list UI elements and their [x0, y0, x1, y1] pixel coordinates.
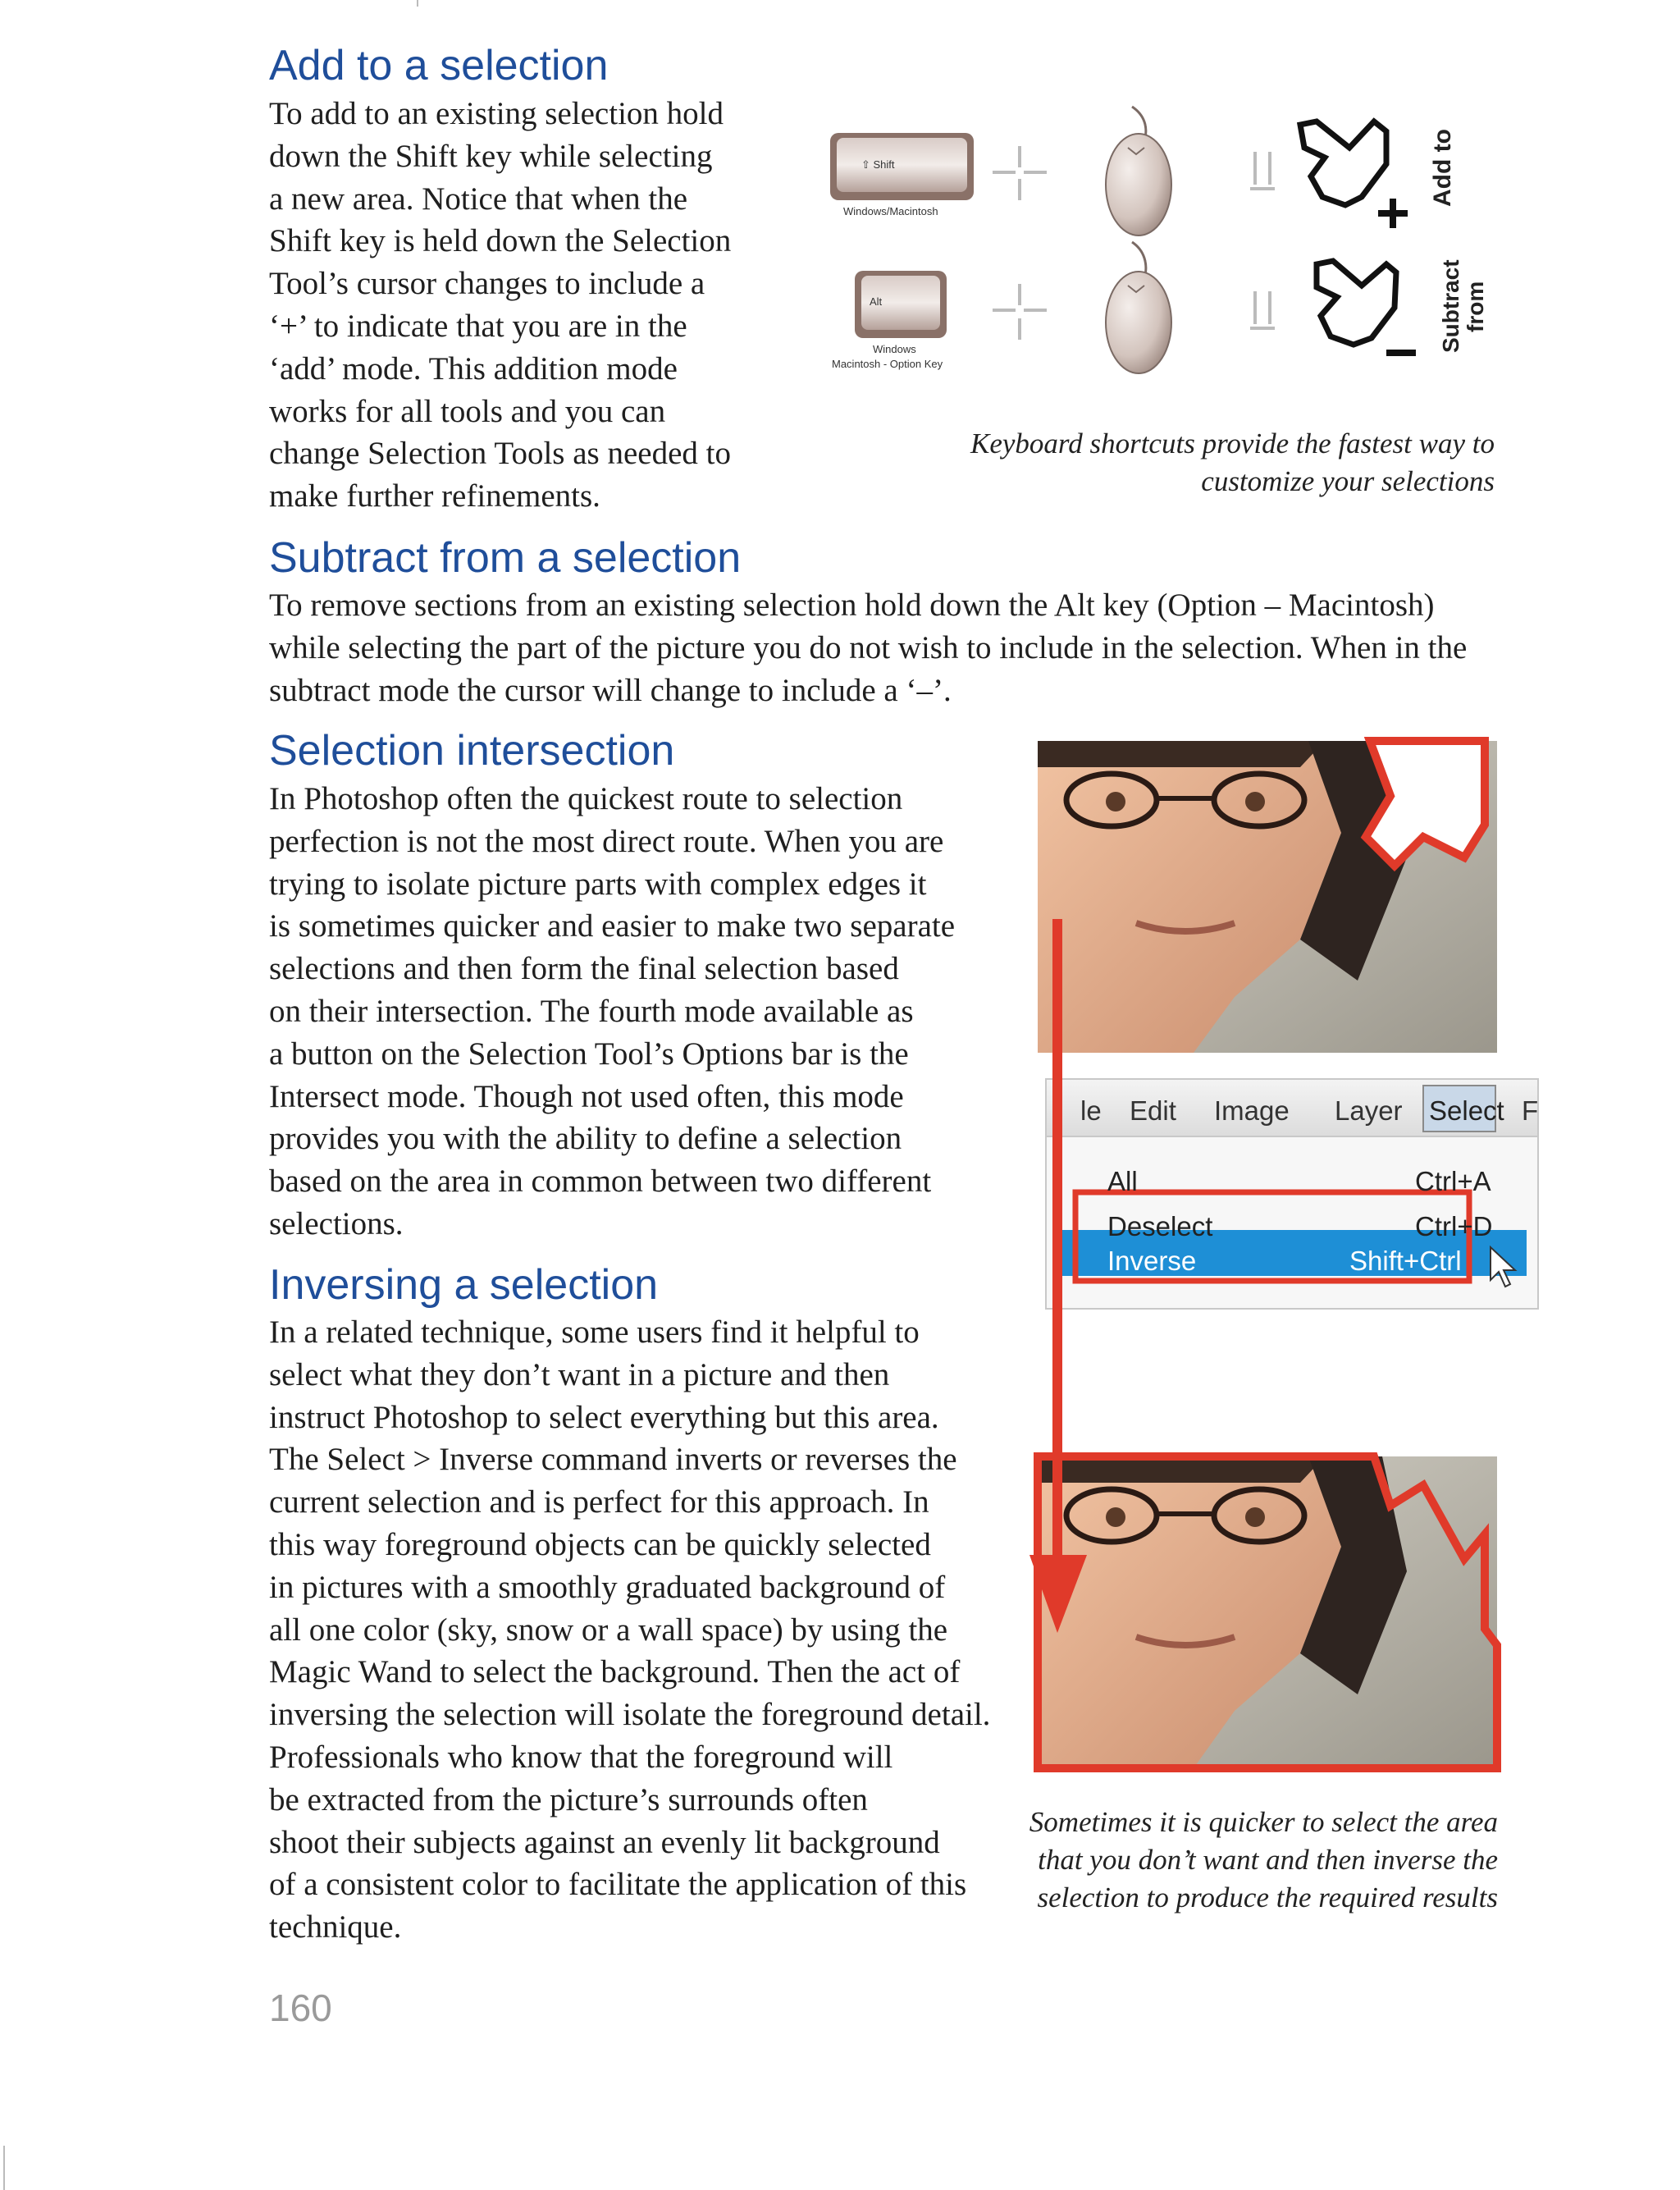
paragraph-selection-intersection: In Photoshop often the quickest route to selection perfection is not the most direct route. When you are trying to isolate picture parts with complex edges it is sometimes quicker and easier to make two separate selections and then form the final selection based on their intersection. The fourth mode available as a button on the Selection Tool’s Options bar is the Intersect mode. Though not used often, this mode provides you with the ability to define a selection based on the area in common between two different selections.	[269, 781, 956, 1241]
menu-file: le	[1080, 1095, 1102, 1126]
menu-image: Image	[1214, 1095, 1290, 1126]
mouse-icon	[1106, 107, 1171, 235]
menu-layer: Layer	[1335, 1095, 1403, 1126]
shortcut-deselect: Ctrl+D	[1415, 1211, 1493, 1241]
paragraph-add-to-selection: To add to an existing selection hold down the Shift key while selecting a new area. Notice that when the Shift key is held down the Selection Tool’s cursor changes to include a ‘+’ to indicate that you are in the ‘add’ mode. This addition mode works for all tools and you can change Selection Tools as needed to make further refinements.	[269, 96, 732, 514]
menu-edit: Edit	[1130, 1095, 1176, 1126]
heading-selection-intersection: Selection intersection	[269, 727, 675, 775]
shift-key-icon	[830, 133, 974, 200]
plus-icon	[993, 146, 1047, 340]
mouse-icon	[1106, 242, 1171, 373]
equals-icon	[1250, 152, 1275, 328]
heading-subtract-from-selection: Subtract from a selection	[269, 534, 742, 582]
paragraph-subtract-from-selection: To remove sections from an existing selection hold down the Alt key (Option – Macintosh) while selecting the part of the picture you do not wish to include in the selection. When in the subtract mode the cursor will change to include a ‘–’.	[269, 588, 1468, 708]
crop-mark	[417, 0, 418, 7]
menu-item-deselect: Deselect	[1107, 1211, 1213, 1241]
page-number: 160	[269, 1987, 332, 2029]
menu-item-all: All	[1107, 1166, 1138, 1196]
subtract-label: Subtract	[1438, 259, 1463, 353]
shortcut-inverse: Shift+Ctrl	[1349, 1246, 1462, 1276]
menu-filter: F	[1522, 1095, 1539, 1126]
figure2-caption: Sometimes it is quicker to select the area that you don’t want and then inverse the selection to produce the required results	[1029, 1806, 1498, 1913]
portrait-photo-bottom	[1038, 1456, 1497, 1768]
add-to-label: Add to	[1429, 129, 1456, 207]
select-menu-screenshot	[1046, 1079, 1538, 1309]
keyboard-shortcut-figure	[820, 82, 1509, 377]
lasso-subtract-icon	[1317, 261, 1416, 353]
menu-select: Select	[1429, 1095, 1504, 1126]
alt-key-icon	[855, 271, 947, 338]
alt-caption-windows: Windows	[873, 343, 916, 355]
lasso-add-icon	[1300, 121, 1408, 228]
alt-key-label: Alt	[870, 295, 883, 308]
figure1-caption: Keyboard shortcuts provide the fastest way to customize your selections	[970, 427, 1495, 497]
crop-mark	[3, 2146, 5, 2190]
menu-item-inverse: Inverse	[1107, 1246, 1197, 1276]
shift-key-label: ⇧ Shift	[861, 158, 895, 171]
alt-caption-mac: Macintosh - Option Key	[832, 358, 943, 370]
shortcut-all: Ctrl+A	[1415, 1166, 1491, 1196]
inverse-selection-figure	[1029, 734, 1554, 1785]
paragraph-inversing-selection: In a related technique, some users find it helpful to select what they don’t want in a picture and then instruct Photoshop to select everything but this area. The Select > Inverse command inverts or reverses the current selection and is perfect for this approach. In this way foreground objects can be quickly selected in pictures with a smoothly graduated background of all one color (sky, snow or a wall space) by using the Magic Wand to select the background. Then the act of inversing the selection will isolate the foreground detail. Professionals who know that the foreground will be extracted from the picture’s surrounds often shoot their subjects against an evenly lit background of a consistent color to facilitate the application of this technique.	[269, 1314, 991, 1945]
heading-add-to-selection: Add to a selection	[269, 42, 609, 89]
from-label: from	[1463, 281, 1488, 332]
shift-caption: Windows/Macintosh	[843, 205, 938, 217]
heading-inversing-selection: Inversing a selection	[269, 1261, 659, 1309]
